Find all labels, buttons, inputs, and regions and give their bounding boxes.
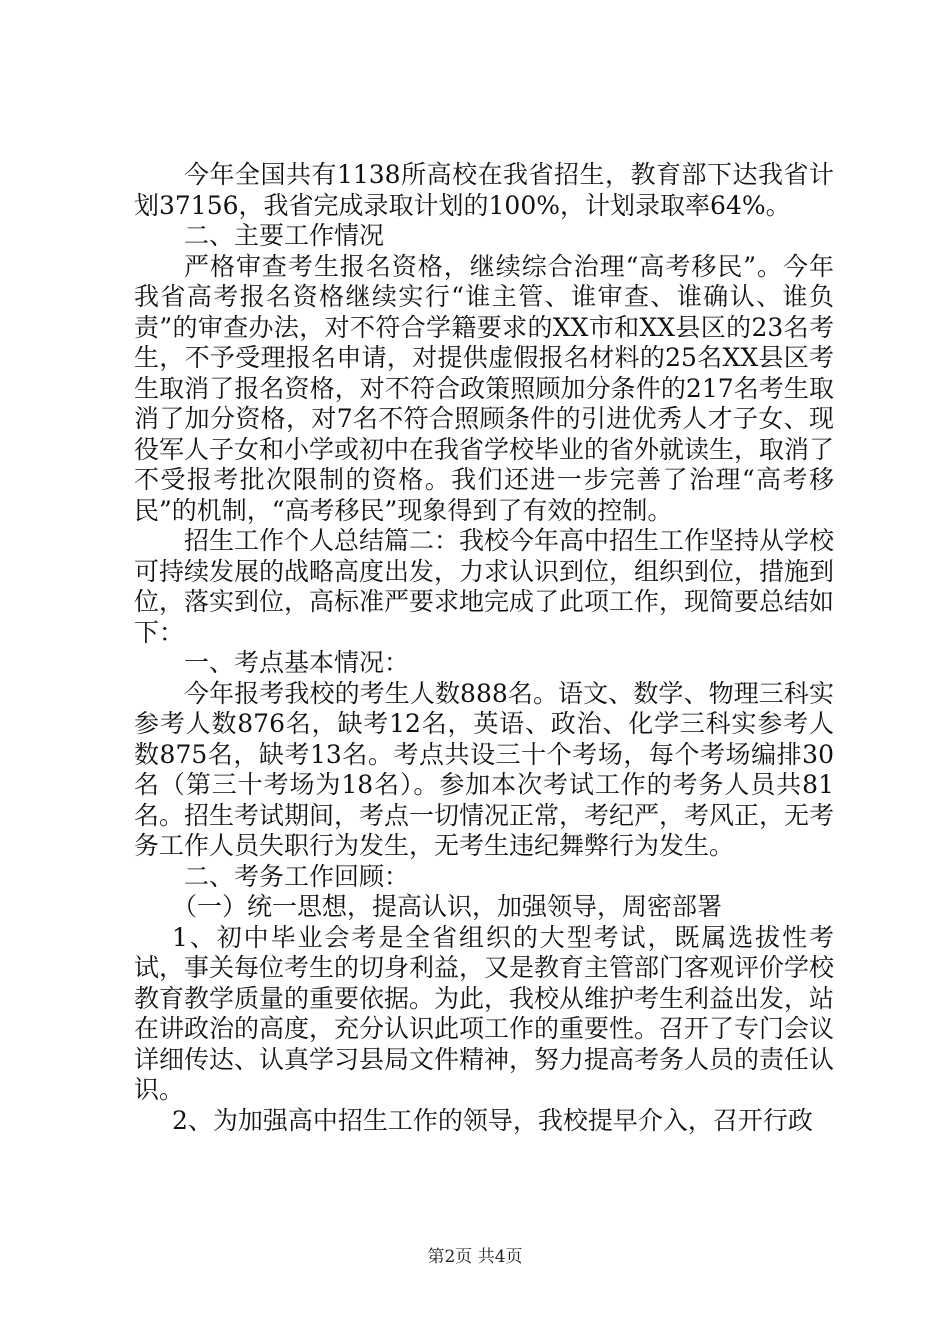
paragraph-qualification-review: 严格审查考生报名资格，继续综合治理“高考移民”。今年我省高考报名资格继续实行“谁主管、谁审查、谁确认、谁负责”的审查办法，对不符合学籍要求的XX市和XX县区的23名考生，不予受理报名申请，对提供虚假报名材料的25名XX县区考生取消了报名资格，对不符合政策照顾加分条件的217名考生取消了加分资格，对7名不符合照顾条件的引进优秀人才子女、现役军人子女和小学或初中在我省学校毕业的省外就读生，取消了不受报考批次限制的资格。我们还进一步完善了治理“高考移民”的机制，“高考移民”现象得到了有效的控制。 [134, 251, 835, 525]
paragraph-item-2: 2、为加强高中招生工作的领导，我校提早介入，召开行政 [172, 1105, 813, 1135]
paragraph-item-1: 1、初中毕业会考是全省组织的大型考试，既属选拔性考试，事关每位考生的切身利益，又是教育主管部门客观评价学校教育教学质量的重要依据。为此，我校从维护考生利益出发，站在讲政治的高度，充分认识此项工作的重要性。召开了专门会议详细传达、认真学习县局文件精神，努力提高考务人员的责任认识。 [134, 922, 835, 1104]
heading-exam-site-overview: 一、考点基本情况： [184, 648, 410, 677]
page-number-footer: 第2页 共4页 [427, 1247, 523, 1267]
paragraph-exam-site-stats: 今年报考我校的考生人数888名。语文、数学、物理三科实参考人数876名，缺考12名，英语、政治、化学三科实参考人数875名，缺考13名。考点共设三十个考场，每个考场编排30名（第三十考场为18名）。参加本次考试工作的考务人员共81名。招生考试期间，考点一切情况正常，考纪严，考风正，无考务工作人员失职行为发生，无考生违纪舞弊行为发生。 [134, 678, 835, 860]
heading-exam-work-review: 二、考务工作回顾： [184, 861, 410, 891]
paragraph-enrollment-stats: 今年全国共有1138所高校在我省招生，教育部下达我省计划37156，我省完成录取计划的100%，计划录取率64%。 [134, 160, 834, 220]
subheading-unify-thinking: （一）统一思想，提高认识，加强领导，周密部署 [172, 892, 723, 921]
paragraph-summary-part-two: 招生工作个人总结篇二：我校今年高中招生工作坚持从学校可持续发展的战略高度出发，力求认识到位，组织到位，措施到位，落实到位，高标准严要求地完成了此项工作，现简要总结如下： [134, 526, 835, 647]
heading-main-work: 二、主要工作情况 [184, 221, 385, 250]
document-body [134, 160, 834, 1136]
